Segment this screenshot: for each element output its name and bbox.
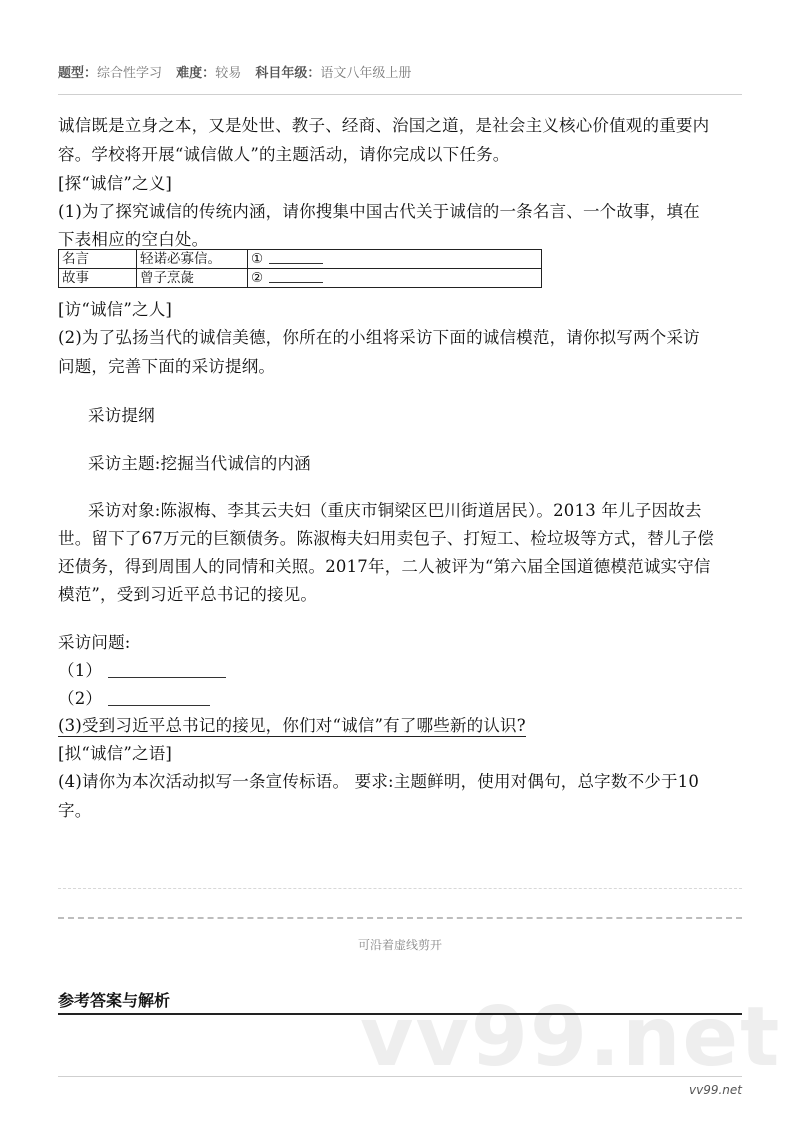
difficulty-value: 较易 xyxy=(215,66,242,81)
row-label: 故事 xyxy=(59,269,137,288)
watermark: vv99.net xyxy=(360,990,782,1085)
answer-blank[interactable] xyxy=(269,251,323,264)
outline-object-line-3: 还债务，得到周围人的同情和关照。2017年，二人被评为“第六届全国道德模范诚实守信 xyxy=(58,557,711,576)
row-example: 曾子烹彘 xyxy=(137,269,248,288)
outline-title: 采访提纲 xyxy=(88,406,155,425)
table-row xyxy=(59,269,542,288)
section-heading-people: [访“诚信”之人] xyxy=(58,300,173,319)
question-2-line-2: 问题，完善下面的采访提纲。 xyxy=(58,357,276,376)
answer-cell[interactable] xyxy=(248,269,542,288)
interview-question-2 xyxy=(58,685,210,709)
table-row xyxy=(59,250,542,269)
subject-value: 语文八年级上册 xyxy=(320,66,412,81)
integrity-table xyxy=(58,249,542,288)
row-example: 轻诺必寡信。 xyxy=(137,250,248,269)
outline-theme: 采访主题:挖掘当代诚信的内涵 xyxy=(88,454,311,473)
question-4-line-1: (4)请你为本次活动拟写一条宣传标语。 要求:主题鲜明，使用对偶句，总字数不少于10 xyxy=(58,772,700,791)
footer-divider xyxy=(58,1076,742,1077)
intro-line-1: 诚信既是立身之本，又是处世、教子、经商、治国之道，是社会主义核心价值观的重要内 xyxy=(58,116,710,135)
answer-blank[interactable] xyxy=(269,270,323,283)
footer-site: vv99.net xyxy=(689,1083,742,1097)
question-meta xyxy=(58,62,421,81)
question-3-text: (3)受到习近平总书记的接见，你们对“诚信”有了哪些新的认识? xyxy=(58,716,526,735)
header-divider xyxy=(58,94,742,95)
cut-hint: 可沿着虚线剪开 xyxy=(357,938,442,952)
interview-question-1 xyxy=(58,657,226,681)
section-heading-slogan: [拟“诚信”之语] xyxy=(58,744,173,763)
question-1-line-1: (1)为了探究诚信的传统内涵，请你搜集中国古代关于诚信的一条名言、一个故事，填在 xyxy=(58,202,700,221)
row-label: 名言 xyxy=(59,250,137,269)
question-2-line-1: (2)为了弘扬当代的诚信美德，你所在的小组将采访下面的诚信模范，请你拟写两个采访 xyxy=(58,328,700,347)
intro-line-2: 容。学校将开展“诚信做人”的主题活动，请你完成以下任务。 xyxy=(58,145,510,164)
question-1-line-2: 下表相应的空白处。 xyxy=(58,230,209,249)
cut-line-light xyxy=(58,888,742,889)
difficulty-label: 难度： xyxy=(176,66,216,81)
answer-divider xyxy=(58,1013,742,1015)
cut-line xyxy=(58,917,742,919)
answer-blank[interactable] xyxy=(108,663,226,678)
circled-number: ② xyxy=(251,270,264,286)
outline-object-line-2: 世。留下了67万元的巨额债务。陈淑梅夫妇用卖包子、打短工、检垃圾等方式，替儿子偿 xyxy=(58,529,714,548)
interview-question-3 xyxy=(58,712,526,736)
question-4-line-2: 字。 xyxy=(58,801,92,820)
question-number: （2） xyxy=(58,689,103,708)
section-heading-meaning: [探“诚信”之义] xyxy=(58,174,173,193)
outline-object-line-4: 模范”，受到习近平总书记的接见。 xyxy=(58,585,318,604)
subject-label: 科目年级： xyxy=(255,66,321,81)
question-number: （1） xyxy=(58,661,103,680)
type-value: 综合性学习 xyxy=(97,66,163,81)
answer-cell[interactable] xyxy=(248,250,542,269)
questions-label: 采访问题: xyxy=(58,633,131,652)
answer-blank[interactable] xyxy=(108,691,210,706)
outline-object-line-1: 采访对象:陈淑梅、李其云夫妇（重庆市铜梁区巴川街道居民）。2013 年儿子因故去 xyxy=(88,501,702,520)
type-label: 题型： xyxy=(58,66,98,81)
answer-section-title: 参考答案与解析 xyxy=(58,991,171,1010)
circled-number: ① xyxy=(251,251,264,267)
